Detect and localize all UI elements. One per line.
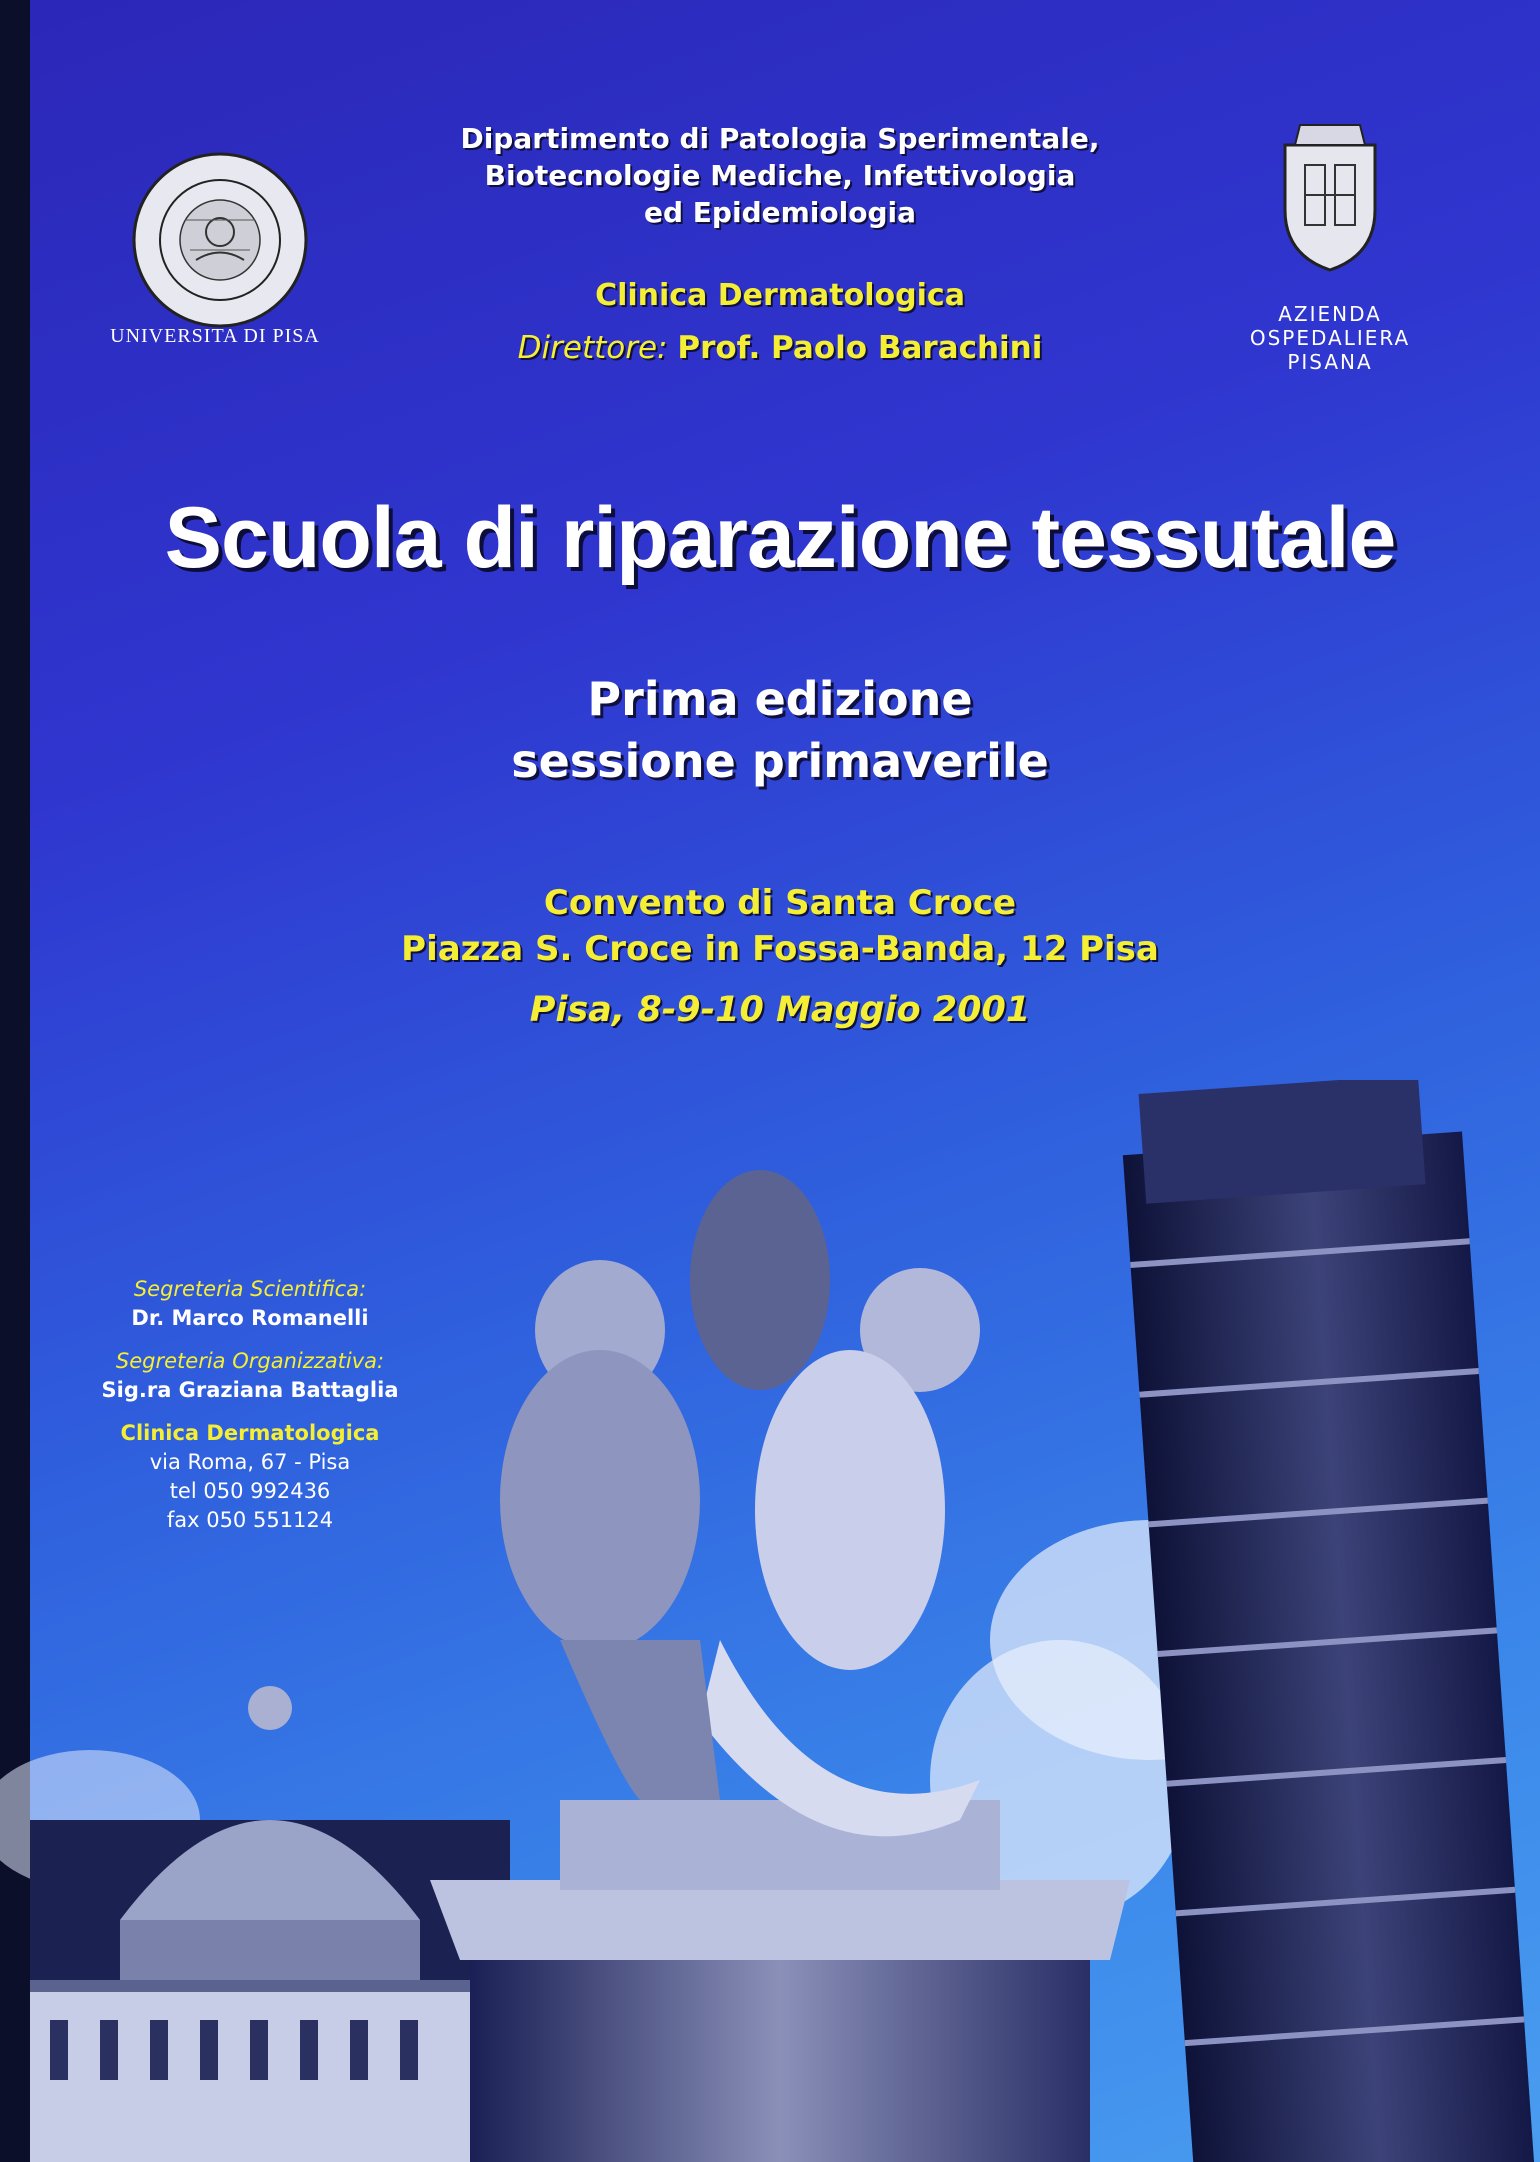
director-name: Prof. Paolo Barachini bbox=[677, 330, 1043, 366]
department-block bbox=[400, 120, 1160, 231]
hospital-line: OSPEDALIERA bbox=[1249, 326, 1411, 350]
leaning-tower bbox=[1119, 1080, 1538, 2162]
pisa-monuments-illustration bbox=[0, 1080, 1540, 2162]
hospital-line: AZIENDA bbox=[1278, 302, 1382, 326]
department-line: Dipartimento di Patologia Sperimentale, bbox=[460, 122, 1100, 155]
subtitle-block bbox=[300, 668, 1260, 792]
director-label: Direttore: bbox=[517, 330, 668, 366]
contact-clinic-name: Clinica Dermatologica bbox=[120, 1421, 380, 1445]
venue-line: Piazza S. Croce in Fossa-Banda, 12 Pisa bbox=[401, 929, 1159, 969]
contact-tel: tel 050 992436 bbox=[169, 1479, 331, 1503]
university-label: UNIVERSITA DI PISA bbox=[110, 325, 320, 347]
page-title: Scuola di riparazione tessutale bbox=[164, 490, 1396, 586]
director-line bbox=[400, 330, 1160, 366]
department-line: ed Epidemiologia bbox=[644, 196, 916, 229]
department-line: Biotecnologie Mediche, Infettivologia bbox=[484, 159, 1076, 192]
contact-block bbox=[70, 1275, 430, 1535]
hospital-line: PISANA bbox=[1287, 350, 1373, 374]
event-date: Pisa, 8-9-10 Maggio 2001 bbox=[529, 990, 1031, 1030]
organizing-secretary-label: Segreteria Organizzativa: bbox=[115, 1349, 385, 1373]
scientific-secretary-label: Segreteria Scientifica: bbox=[133, 1277, 367, 1301]
cherub-statue bbox=[500, 1170, 980, 1836]
hospital-label bbox=[1205, 302, 1455, 374]
contact-fax: fax 050 551124 bbox=[166, 1508, 334, 1532]
university-seal-icon bbox=[130, 150, 310, 330]
subtitle-line: sessione primaverile bbox=[511, 734, 1049, 788]
scientific-secretary-name: Dr. Marco Romanelli bbox=[131, 1306, 369, 1330]
organizing-secretary-name: Sig.ra Graziana Battaglia bbox=[101, 1378, 399, 1402]
hospital-crest-icon bbox=[1265, 115, 1395, 275]
subtitle-line: Prima edizione bbox=[587, 672, 973, 726]
clinic-heading: Clinica Dermatologica bbox=[595, 278, 965, 313]
venue-block bbox=[300, 880, 1260, 972]
contact-address: via Roma, 67 - Pisa bbox=[149, 1450, 351, 1474]
venue-line: Convento di Santa Croce bbox=[543, 883, 1017, 923]
